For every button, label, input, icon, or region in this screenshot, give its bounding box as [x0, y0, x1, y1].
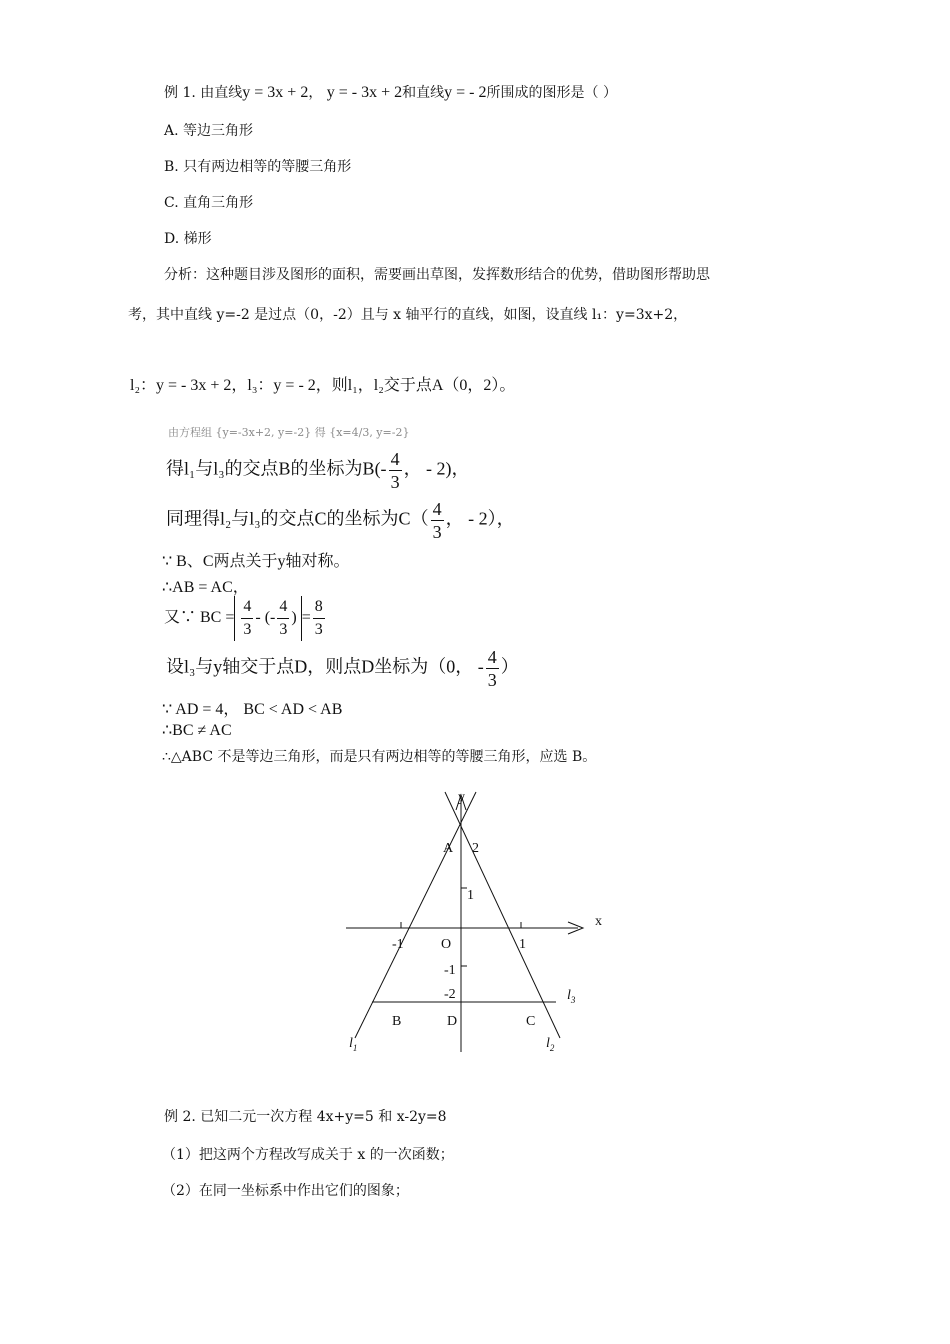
point-d-text: 设l₃与y轴交于点D，则点D坐标为（0， -	[166, 656, 484, 677]
separator: ，	[308, 85, 323, 101]
origin-label: O	[441, 937, 452, 952]
l3-subscript: 3	[570, 995, 576, 1005]
ab-equals-ac-line: ∴AB = AC，	[162, 579, 249, 596]
denominator: 3	[243, 621, 252, 638]
tick-label-2: 2	[472, 841, 479, 856]
point-a-label: A	[443, 841, 454, 856]
point-d-suffix: ）	[500, 656, 519, 677]
x-axis-label: x	[595, 914, 602, 929]
l1-subscript: 1	[352, 1043, 358, 1053]
minus-text: - (-	[255, 609, 276, 627]
numerator: 4	[241, 596, 253, 619]
option-d: D. 梯形	[164, 231, 212, 247]
point-d-label: D	[447, 1014, 458, 1029]
example2-item-1: （1）把这两个方程改写成关于 x 的一次函数；	[162, 1147, 454, 1163]
line-l1-label	[349, 1036, 357, 1053]
analysis-line-1: 分析：这种题目涉及图形的面积，需要画出草图，发挥数形结合的优势，借助图形帮助思	[164, 267, 710, 283]
analysis-line-3: l₂：y = - 3x + 2，l₃：y = - 2，则l₁，l₂交于点A（0，2）。	[130, 377, 516, 394]
numerator: 8	[313, 596, 325, 619]
line-l2-label	[546, 1036, 555, 1053]
example2-item-2: （2）在同一坐标系中作出它们的图象；	[162, 1183, 409, 1199]
ad-comparison-line: ∵ AD = 4， BC < AD < AB	[162, 701, 343, 718]
bc-not-equal-line: ∴BC ≠ AC	[162, 722, 232, 739]
point-c-suffix: ， - 2），	[445, 508, 515, 529]
line-l3-label	[567, 988, 576, 1005]
denominator: 3	[314, 621, 323, 638]
l1-letter: l	[349, 1036, 353, 1051]
point-b-suffix: ， - 2)，	[403, 458, 470, 479]
blurred-equation-system: 由方程组 {y=-3x+2, y=-2} 得 {x=4/3, y=-2}	[168, 426, 410, 439]
tick-label-1-x: 1	[519, 937, 526, 952]
option-a: A. 等边三角形	[164, 123, 254, 139]
l2-subscript: 2	[549, 1043, 555, 1053]
line-l1	[355, 792, 476, 1038]
tick-label-neg1-y: -1	[444, 963, 456, 978]
tick-label-1-y: 1	[467, 888, 474, 903]
denominator: 3	[390, 472, 400, 492]
symmetry-line: ∵ B、C两点关于y轴对称。	[162, 553, 350, 570]
l3-letter: l	[567, 988, 571, 1003]
equation-l2: y = - 3x + 2	[326, 84, 403, 101]
analysis-line-2: 考，其中直线 y=-2 是过点（0，-2）且与 x 轴平行的直线，如图，设直线 l₁：y=3x+2，	[128, 307, 688, 323]
numerator: 4	[487, 647, 497, 667]
bc-prefix: 又∵ BC =	[164, 609, 235, 627]
point-b-text: 得l₁与l₃的交点B的坐标为B(-	[166, 458, 387, 479]
numerator: 4	[432, 499, 442, 519]
option-b: B. 只有两边相等的等腰三角形	[164, 159, 352, 175]
tick-label-neg2-y: -2	[444, 987, 456, 1002]
example1-prefix: 例 1. 由直线	[164, 85, 243, 101]
conclusion-line: ∴△ABC 不是等边三角形，而是只有两边相等的等腰三角形，应选 B。	[162, 749, 597, 765]
point-c-label: C	[526, 1014, 536, 1029]
point-c-text: 同理得l₂与l₃的交点C的坐标为C（	[166, 508, 429, 529]
line-l2	[445, 792, 560, 1038]
example2-title: 例 2. 已知二元一次方程 4x+y=5 和 x-2y=8	[164, 1109, 447, 1125]
equation-l3: y = - 2	[444, 84, 487, 101]
denominator: 3	[432, 522, 442, 542]
point-b-label: B	[392, 1014, 402, 1029]
denominator: 3	[279, 621, 288, 638]
tick-label-neg1-x: -1	[392, 937, 404, 952]
y-axis-label: y	[458, 790, 465, 805]
l2-letter: l	[546, 1036, 550, 1051]
numerator: 4	[277, 596, 289, 619]
denominator: 3	[487, 670, 497, 690]
connector-text: 和直线	[402, 85, 445, 101]
close-paren: )	[291, 609, 297, 627]
option-c: C. 直角三角形	[164, 195, 254, 211]
numerator: 4	[390, 449, 400, 469]
equals-sign: =	[301, 609, 311, 627]
example1-suffix: 所围成的图形是（ ）	[486, 85, 617, 101]
equation-l1: y = 3x + 2	[242, 84, 309, 101]
